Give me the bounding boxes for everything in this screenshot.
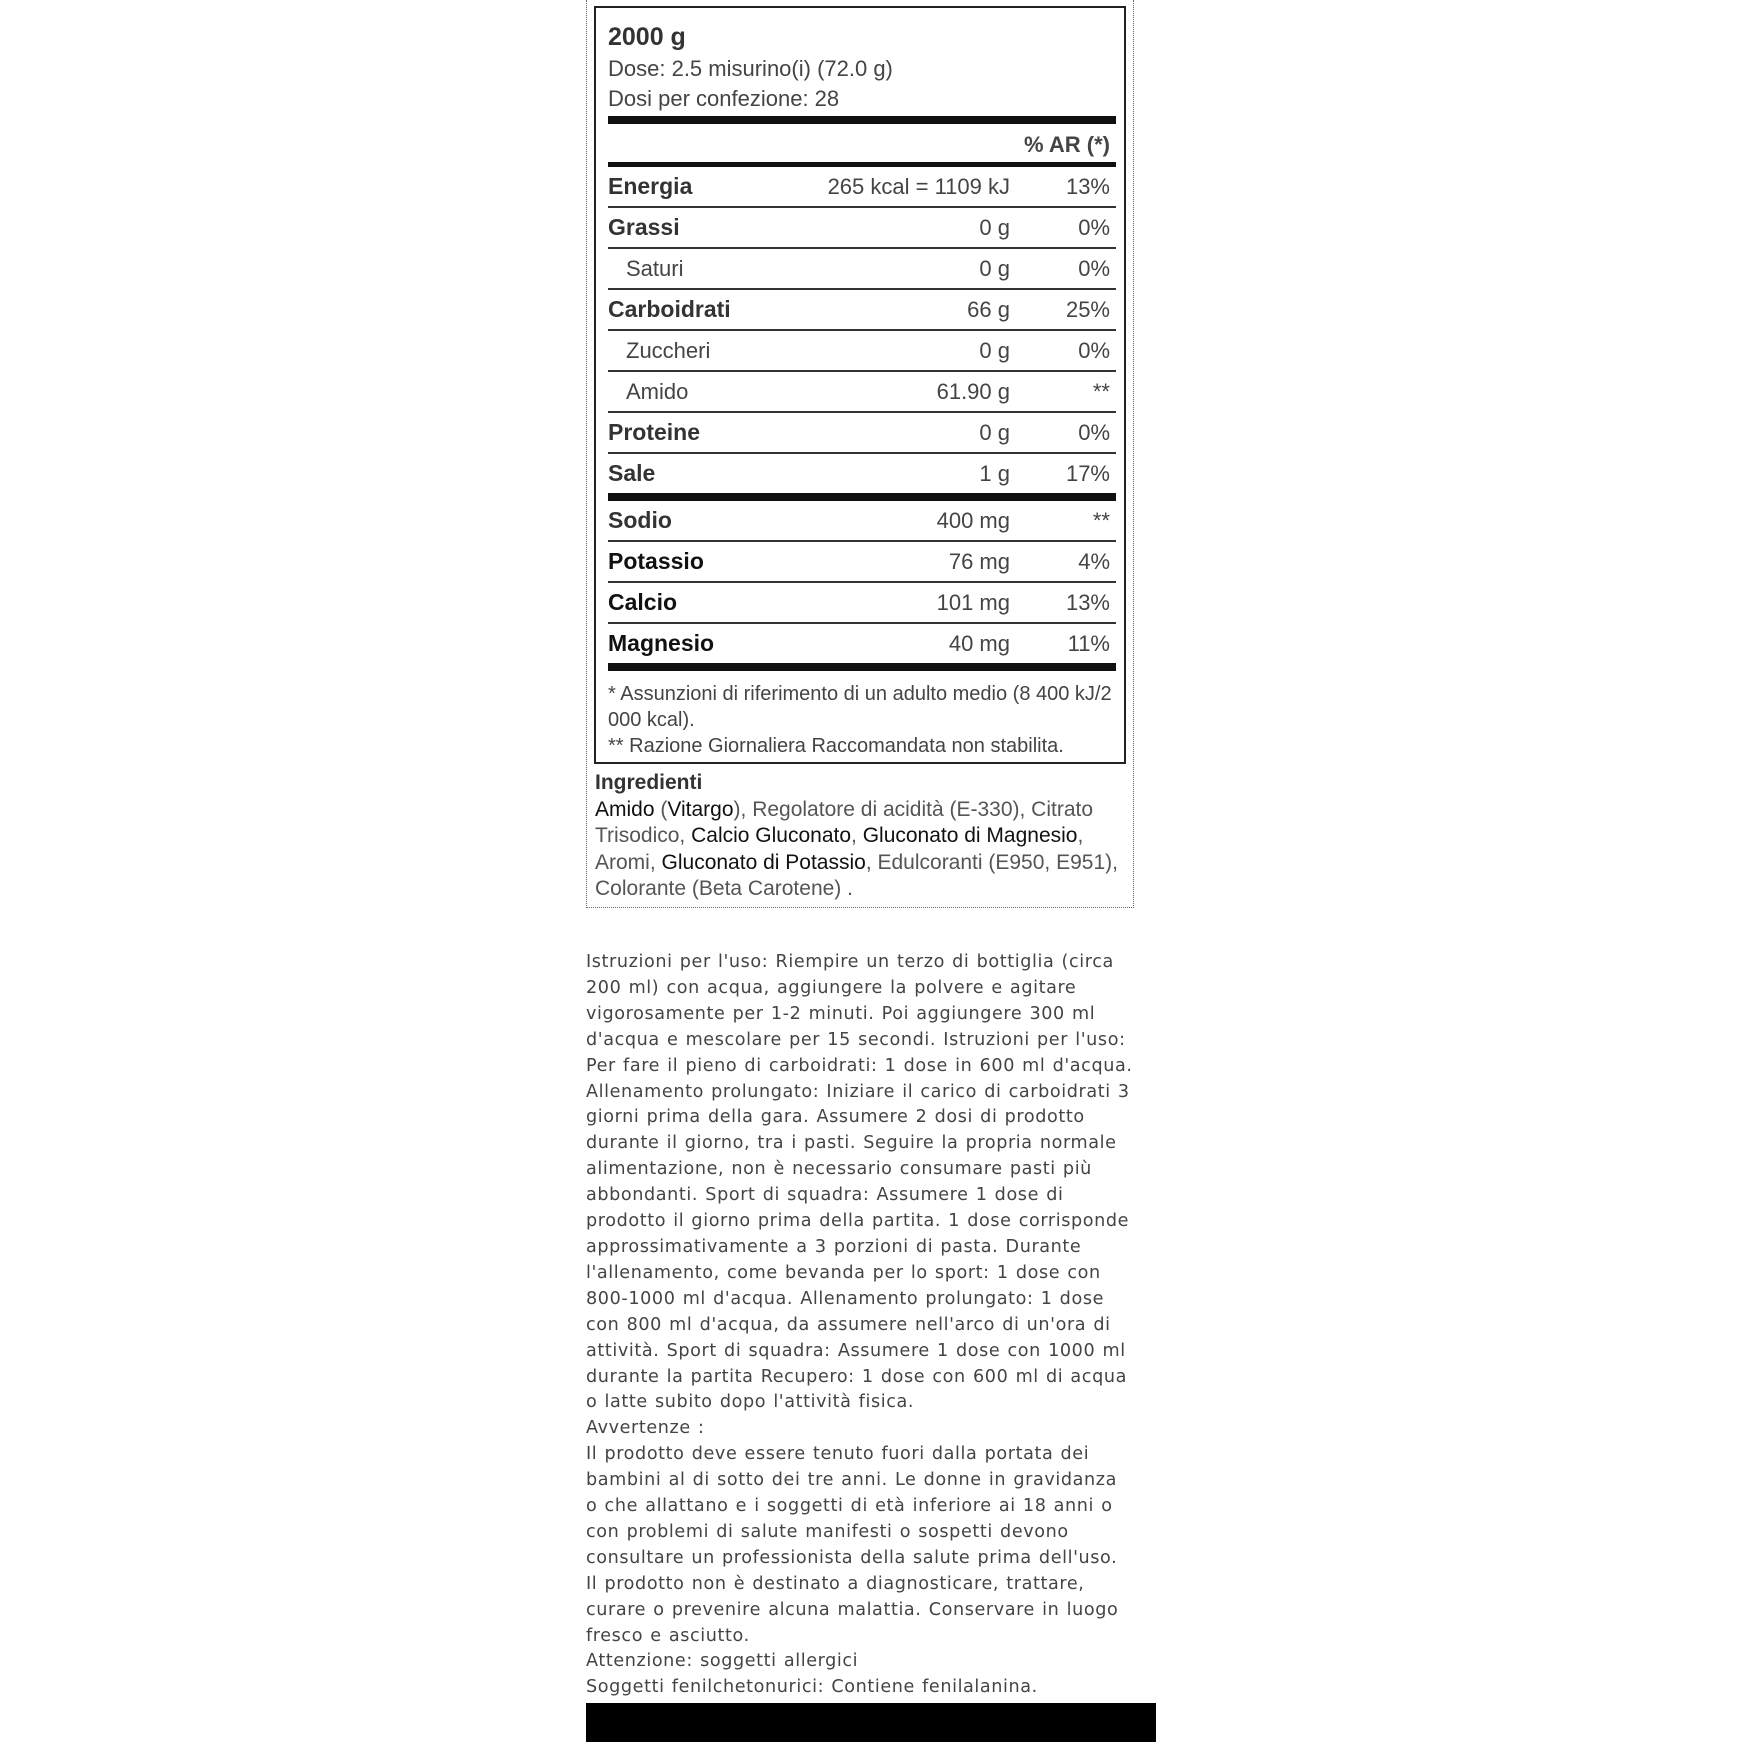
table-row <box>608 330 1116 371</box>
table-row <box>608 167 1116 207</box>
nutrient-amount: 61.90 g <box>750 371 1010 412</box>
ar-header-row <box>608 124 1116 162</box>
nutrient-name: Potassio <box>608 541 750 582</box>
usage-instructions: Istruzioni per l'uso: Riempire un terzo di bottiglia (circa 200 ml) con acqua, aggiungere la polvere e agitare vigorosamente per 1-2 minuti. Poi aggiungere 300 ml d'acqua e mescolare per 15 secondi. Istruzioni per l'uso: Per fare il pieno di carboidrati: 1 dose in 600 ml d'acqua. Allenamento prolungato: Iniziare il carico di carboidrati 3 giorni prima della gara. Assumere 2 dosi di prodotto durante il giorno, tra i pasti. Seguire la propria normale alimentazione, non è necessario consumare pasti più abbondanti. Sport di squadra: Assumere 1 dose di prodotto il giorno prima della partita. 1 dose corrisponde approssimativamente a 3 porzioni di pasta. Durante l'allenamento, come bevanda per lo sport: 1 dose con 800-1000 ml d'acqua. Allenamento prolungato: 1 dose con 800 ml d'acqua, da assumere nell'arco di un'ora di attività. Sport di squadra: Assumere 1 dose con 1000 ml durante la partita Recupero: 1 dose con 600 ml di acqua o latte subito dopo l'attività fisica. <box>586 952 1133 1413</box>
nutrient-amount: 0 g <box>750 207 1010 248</box>
table-row <box>608 541 1116 582</box>
nutrient-pct: 25% <box>1010 289 1116 330</box>
table-row <box>608 453 1116 497</box>
ingredient-highlight: Vitargo <box>667 797 734 821</box>
ingredients-title: Ingredienti <box>595 771 703 794</box>
nutrition-table <box>608 167 1116 671</box>
ingredient-highlight: Gluconato di Potassio <box>661 850 866 874</box>
nutrient-name: Sodio <box>608 497 750 541</box>
nutrient-name: Energia <box>608 167 750 207</box>
warnings-title: Avvertenze : <box>586 1418 705 1439</box>
nutrient-amount: 0 g <box>750 248 1010 289</box>
nutrient-pct: 0% <box>1010 412 1116 453</box>
nutrient-pct: 17% <box>1010 453 1116 497</box>
table-row <box>608 412 1116 453</box>
ingredients-list <box>595 797 1123 903</box>
nutrient-amount: 66 g <box>750 289 1010 330</box>
doses-per-pack: Dosi per confezione: 28 <box>608 86 840 111</box>
warnings-text: Il prodotto deve essere tenuto fuori dalla portata dei bambini al di sotto dei tre anni. Le donne in gravidanza o che allattano e i soggetti di età inferiore ai 18 anni o con problemi di salute manifesti o sospetti devono consultare un professionista della salute prima dell'uso. Il prodotto non è destinato a diagnosticare, trattare, curare o prevenire alcuna malattia. Conservare in luogo fresco e asciutto. <box>586 1444 1119 1646</box>
nutrient-name: Saturi <box>608 248 750 289</box>
nutrient-name: Magnesio <box>608 623 750 667</box>
nutrient-name: Calcio <box>608 582 750 623</box>
nutrition-label-container <box>586 0 1134 908</box>
nutrient-name: Zuccheri <box>608 330 750 371</box>
nutrient-pct: ** <box>1010 371 1116 412</box>
nutrient-amount: 1 g <box>750 453 1010 497</box>
ingredient-text: ( <box>654 797 668 821</box>
nutrition-facts-box <box>594 6 1126 764</box>
ingredient-text: , Aromi, <box>595 824 1084 874</box>
nutrient-pct: 4% <box>1010 541 1116 582</box>
nutrient-pct: 0% <box>1010 207 1116 248</box>
nutrient-pct: 13% <box>1010 167 1116 207</box>
table-row <box>608 289 1116 330</box>
ingredient-text: ), Regolatore di acidità (E-330), Citrato Trisodico, <box>595 797 1094 847</box>
nutrient-amount: 40 mg <box>750 623 1010 667</box>
instructions-section <box>586 950 1134 1701</box>
ingredient-text: , <box>851 824 863 847</box>
nutrient-amount: 101 mg <box>750 582 1010 623</box>
table-row <box>608 582 1116 623</box>
phenylketonuric-notice: Soggetti fenilchetonurici: Contiene fenilalanina. <box>586 1677 1038 1698</box>
nutrient-amount: 400 mg <box>750 497 1010 541</box>
footnote-reference-intake: * Assunzioni di riferimento di un adulto medio (8 400 kJ/2 000 kcal). <box>608 683 1112 731</box>
nutrient-pct: ** <box>1010 497 1116 541</box>
nutrient-name: Sale <box>608 453 750 497</box>
nutrient-name: Carboidrati <box>608 289 750 330</box>
divider <box>608 116 1116 124</box>
ingredient-highlight: Amido <box>595 797 655 821</box>
table-row <box>608 371 1116 412</box>
nutrient-amount: 0 g <box>750 330 1010 371</box>
allergy-notice: Attenzione: soggetti allergici <box>586 1651 859 1672</box>
nutrient-amount: 265 kcal = 1109 kJ <box>750 167 1010 207</box>
nutrient-pct: 0% <box>1010 248 1116 289</box>
ingredient-text: , Edulcoranti (E950, E951), Colorante (Beta Carotene) . <box>595 850 1118 900</box>
nutrient-pct: 0% <box>1010 330 1116 371</box>
nutrient-pct: 13% <box>1010 582 1116 623</box>
package-size: 2000 g <box>608 23 686 51</box>
nutrient-name: Grassi <box>608 207 750 248</box>
nutrient-amount: 76 mg <box>750 541 1010 582</box>
ingredient-highlight: Gluconato di Magnesio <box>862 824 1078 847</box>
table-row <box>608 497 1116 541</box>
nutrient-name: Amido <box>608 371 750 412</box>
footnote-rda: ** Razione Giornaliera Raccomandata non stabilita. <box>608 735 1064 757</box>
ar-header: % AR (*) <box>1024 132 1110 157</box>
nutrient-pct: 11% <box>1010 623 1116 667</box>
bottom-bar <box>586 1703 1156 1742</box>
ingredients-section <box>595 770 1123 903</box>
footnotes <box>608 681 1116 759</box>
table-row <box>608 207 1116 248</box>
table-row <box>608 248 1116 289</box>
nutrient-amount: 0 g <box>750 412 1010 453</box>
nutrient-name: Proteine <box>608 412 750 453</box>
ingredient-highlight: Calcio Gluconato <box>691 824 852 847</box>
dose-info: Dose: 2.5 misurino(i) (72.0 g) <box>608 56 893 81</box>
table-row <box>608 623 1116 667</box>
